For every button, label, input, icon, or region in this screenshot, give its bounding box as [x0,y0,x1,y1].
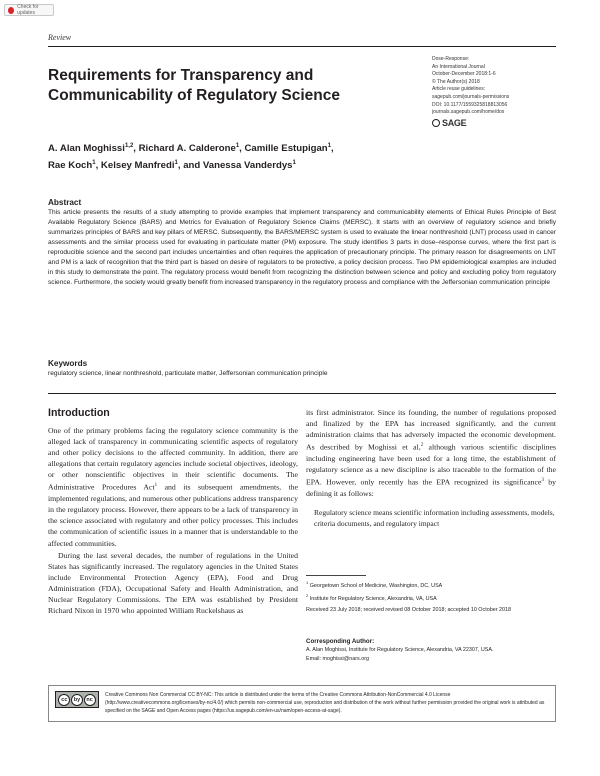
author-list: A. Alan Moghissi$^{1,2}$, Richard A. Calderone$^1$, Camille Estupigan$^1$, Rae Koch$^1$, Kelsey Manfredi$^1$, and Vanessa Vanderdys$^1$ [48,143,334,172]
affiliation-line [306,591,556,604]
paragraph-text: although various scientific disciplines including engineering have been used for a long time, the establishment of regulatory science as a new discipline is also traceable to the formation of the EPA. However, only recently has the EPA recognized its significance [306,442,556,487]
header-divider [48,46,556,47]
abstract-heading: Abstract [48,198,82,207]
check-for-updates-badge[interactable] [4,4,54,16]
affiliation-marker: 1 [92,160,96,167]
received-dates: Received 23 July 2018; received revised 08 October 2018; accepted 10 October 2018 [306,607,511,613]
affiliation-marker: 1 [292,160,296,167]
paragraph-text: and its subsequent amendments, the implemented regulations, and numerous other publications address transparency in the regulatory process. However, there appears to be a lack of transparency in the science associated with regulatory and other policy processes. This includes the communication of scientific issues in a manner that is understandable to the affected communities. [48,483,298,548]
corresponding-author [306,637,556,664]
affiliation-marker: 2 [306,592,309,598]
affiliation-text: Institute for Regulatory Science, Alexandria, VA, USA [308,595,437,602]
author-name: , and Vanessa Vanderdys [177,160,293,172]
journal-home-link[interactable]: journals.sagepub.com/home/dos [432,109,505,116]
footnote-divider [306,575,366,576]
keywords-heading: Keywords [48,359,88,368]
journal-meta-line: © The Author(s) 2018 [432,78,480,85]
body-paragraph [48,425,298,549]
reference-marker[interactable]: 3 [541,478,544,484]
affiliation-line [306,578,556,591]
affiliation-marker: 1 [174,160,178,167]
introduction-heading: Introduction [48,407,110,419]
abstract-section [48,198,556,288]
body-column-right [306,407,556,529]
reference-marker[interactable]: 2 [420,443,424,449]
cc-icon: cc [58,694,70,706]
license-box [48,685,556,722]
sage-logo-icon [432,119,440,127]
corresponding-author-heading: Corresponding Author: [306,638,375,645]
publisher-name: SAGE [442,117,467,128]
affiliation-marker: 1 [327,143,332,149]
keywords-text: regulatory science, linear nonthreshold, particulate matter, Jeffersonian communication principle [48,370,328,377]
doi-line[interactable]: DOI: 10.1177/1559325818813056 [432,101,508,108]
article-type-label: Review [48,33,72,42]
affiliations [306,578,556,604]
block-quote: Regulatory science means scientific information including assessments, models, criteria documents, and regulatory impact [314,507,555,528]
affiliation-marker: 1 [235,143,240,149]
license-text: Creative Commons Non Commercial CC BY-NC: This article is distributed under the terms of the Creative Commons Attribution-NonCommercial 4.0 License (http://www.creativecommons.org/licenses/by-nc/4.0/) which permits non-commercial use, reproduction and distribution of the work without further permission provided the original work is attributed as specified on the SAGE and Open Access pages (https://us.sagepub.com/en-us/nam/open-access-at-sage). [105,692,545,714]
section-divider [48,393,556,394]
crossmark-icon [8,7,14,14]
article-title: Requirements for Transparency and Communicability of Regulatory Science [48,67,340,104]
journal-meta-link[interactable]: sagepub.com/journals-permissions [432,93,510,100]
body-paragraph [306,407,556,499]
author-name: A. Alan Moghissi [48,143,125,155]
affiliation-marker: 1,2 [124,143,134,149]
journal-meta-line: Dose-Response: [432,56,470,62]
check-for-updates-label: Check for updates [17,4,39,16]
corresponding-author-address: A. Alan Moghissi, Institute for Regulatory Science, Alexandria, VA 22307, USA. [306,647,494,653]
author-name: Rae Koch [48,160,93,172]
reference-marker[interactable]: 1 [154,483,158,489]
paragraph-text: its first administrator. Since its founding, the number of regulations proposed and finalized by the EPA has increased significantly, and the current administration claims that has adversely impacted the economic development. As described by Moghissi et al, [306,408,556,452]
journal-meta-line: October-December 2018:1-6 [432,71,496,78]
by-icon: by [71,694,83,706]
journal-meta-line: Article reuse guidelines: [432,86,486,93]
keywords-section [48,359,556,379]
author-name: , Camille Estupigan [239,143,328,155]
affiliation-marker: 1 [306,580,309,585]
author-name: , Kelsey Manfredi [95,160,175,172]
corresponding-author-email[interactable]: Email: moghissi@nars.org [306,656,369,662]
journal-meta-line: An International Journal [432,63,485,70]
paragraph-text: One of the primary problems facing the regulatory science community is the alleged lack of transparency in communicating scientific aspects of regulatory and other policy decisions to the affected community. In addition, there are allegations that certain regulatory agencies include societal objectives, ideology, or other nonscientific objectives in their scientific documents. The Administrative Procedures Act [48,426,298,493]
author-name: , Richard A. Calderone [133,143,236,155]
affiliation-text: Georgetown School of Medicine, Washington, DC, USA [308,582,443,589]
paragraph-text: by defining it as follows: [306,477,556,498]
publisher-logo [432,118,562,128]
body-column-left [48,407,298,616]
journal-meta [432,56,562,128]
body-paragraph: During the last several decades, the number of regulations in the United States has significantly increased. The regulatory agencies in the United States include Environmental Protection Agency (EPA), Food and Drug Administration (FDA), Occupational Safety and Health Administration, and Nuclear Regulatory Commissions. The EPA was established by President Richard Nixon in 1970 who appointed William Ruckelshaus as [48,550,298,616]
cc-by-nc-badge[interactable] [55,691,99,708]
nc-icon: nc [84,694,96,706]
abstract-text: This article presents the results of a study attempting to provide examples that implement transparency and communicability elements of Ethical Rules Principle of Best Available Regulatory Science (BARS) and Metrics for Evaluation of Regulatory Science Claims (MERSC). It starts with an overview of regulatory science and briefly summarizes principles of BARS and key pillars of MERSC. Subsequently, the BARS/MERSC system is used to evaluate the linear nonthreshold (LNT) process used in cancer assessments and the similar process used for evaluating in particulate matter (PM) exposure. The study identifies 3 parts in dose–response curves, where the first part is reproducible science and the second part includes uncertainties and often requires the application of precautionary principle. The primary reason for disagreements on LNT and PM is a lack of recognition that the third part is based on desire of regulators to be protective, a policy decision process. Two PM epidemiological examples are included in this study to demonstrate the point. The regulatory process would benefit from recognizing the distinction between science and policy and excluding policy from regulatory science. Furthermore, the society would greatly benefit from increased transparency in the regulatory process and compliance with the Jeffersonian communication principle [48,209,556,286]
